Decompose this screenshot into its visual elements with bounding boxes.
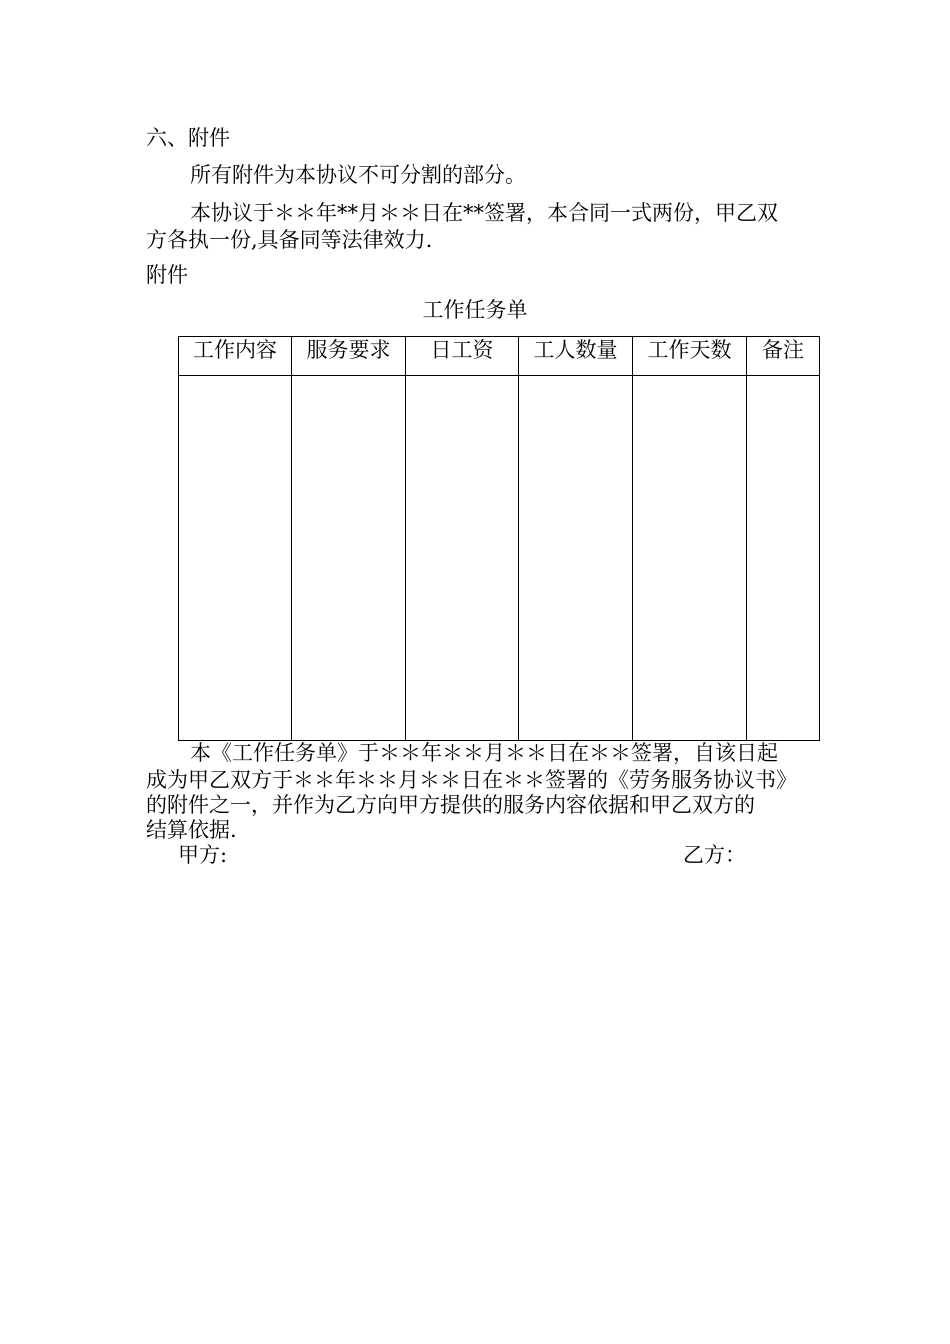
cell-work-days — [633, 376, 747, 741]
header-remarks: 备注 — [747, 337, 820, 376]
header-work-content: 工作内容 — [179, 337, 292, 376]
cell-worker-count — [519, 376, 633, 741]
cell-remarks — [747, 376, 820, 741]
header-worker-count: 工人数量 — [519, 337, 633, 376]
paragraph-signing-line-2: 方各执一份,具备同等法律效力. — [146, 228, 433, 252]
closing-line-1: 本《工作任务单》于＊＊年＊＊月＊＊日在＊＊签署，自该日起 — [190, 741, 778, 765]
party-a-signature-label: 甲方: — [178, 843, 228, 867]
header-work-days: 工作天数 — [633, 337, 747, 376]
header-daily-wage: 日工资 — [406, 337, 519, 376]
paragraph-attachments-integral: 所有附件为本协议不可分割的部分。 — [190, 163, 526, 187]
task-table — [178, 336, 820, 741]
cell-service-requirements — [292, 376, 406, 741]
cell-work-content — [179, 376, 292, 741]
table-row — [179, 376, 820, 741]
task-table-header-row — [179, 337, 820, 376]
section-heading: 六、附件 — [146, 126, 230, 150]
task-table-title: 工作任务单 — [422, 298, 528, 322]
party-b-signature-label: 乙方： — [683, 843, 746, 867]
header-service-requirements: 服务要求 — [292, 337, 406, 376]
cell-daily-wage — [406, 376, 519, 741]
paragraph-signing-line-1: 本协议于＊＊年**月＊＊日在**签署，本合同一式两份，甲乙双 — [190, 201, 778, 225]
attachment-label: 附件 — [146, 263, 188, 287]
closing-line-4: 结算依据. — [146, 818, 237, 842]
closing-line-3: 的附件之一，并作为乙方向甲方提供的服务内容依据和甲乙双方的 — [146, 793, 755, 817]
closing-line-2: 成为甲乙双方于＊＊年＊＊月＊＊日在＊＊签署的《劳务服务协议书》 — [146, 768, 797, 792]
